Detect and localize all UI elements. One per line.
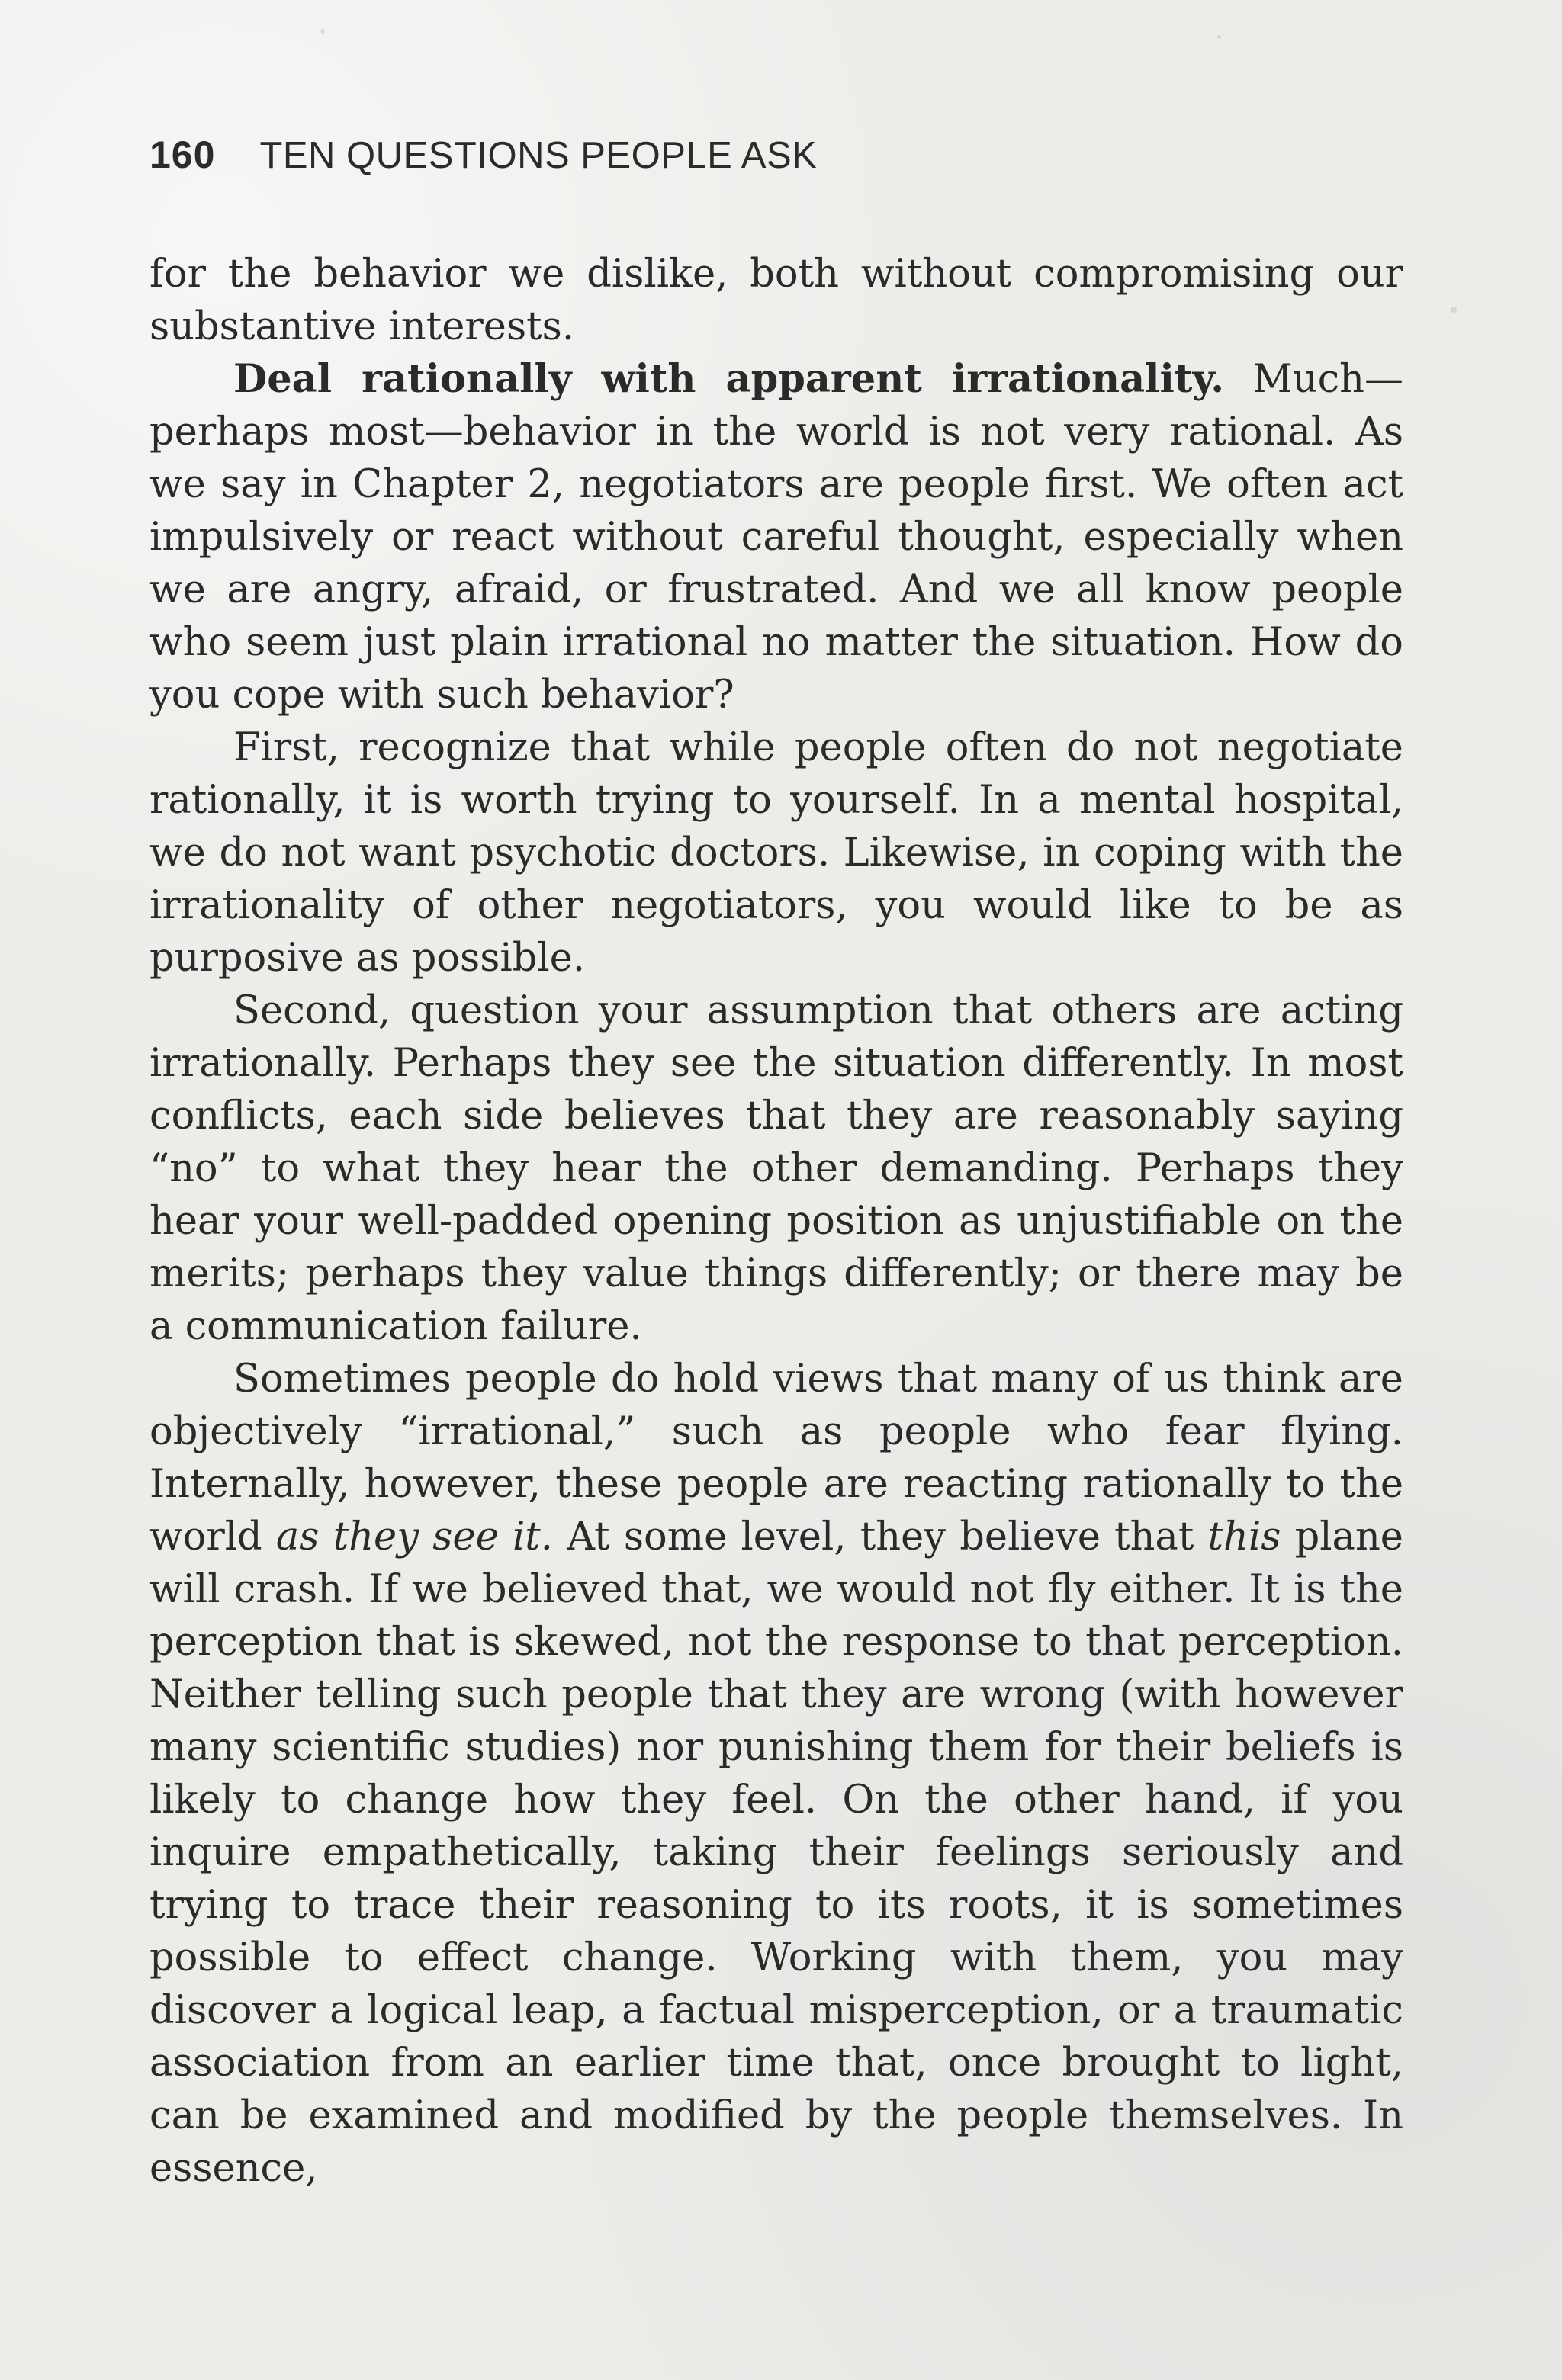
paper-speck [1217,35,1221,39]
page-header [149,133,817,177]
paper-speck [1451,307,1457,313]
italic-phrase: as they see it. [275,1514,554,1559]
paragraph-lead: Deal rationally with apparent irrationality. [233,356,1225,402]
body-text [149,248,1403,2195]
paragraph-text: Sometimes people do hold views that many of us think are objectively “irrational,” such as people who fear flying. Internally, however, these people are reacting rationally to the world [149,1357,1403,1559]
paper-speck [320,29,325,34]
paragraph-text: Second, question your assumption that others are acting irrationally. Perhaps they see the situation differently. In most conflicts, each side believes that they are reasonably saying “no” to what they hear the other demanding. Perhaps they hear your well-padded opening position as unjustifiable on the merits; perhaps they value things differently; or there may be a communication failure. [149,988,1403,1349]
paragraph-first-point [149,721,1403,984]
paragraph-rationality [149,353,1403,721]
paragraph-continuation [149,248,1403,353]
paragraph-irrational-views [149,1353,1403,2195]
paragraph-text: for the behavior we dislike, both without compromising our substantive interests. [149,252,1403,349]
paragraph-text: plane will crash. If we believed that, we would not fly either. It is the perception that is skewed, not the response to that perception. Neither telling such people that they are wrong (with however many scientific studies) nor punishing them for their beliefs is likely to change how they feel. On the other hand, if you inquire empathetically, taking their feelings seriously and trying to trace their reasoning to its roots, it is sometimes possible to effect change. Working with them, you may discover a logical leap, a factual misperception, or a traumatic association from an earlier time that, once brought to light, can be examined and modified by the people themselves. In essence, [149,1514,1403,2191]
page-number: 160 [149,133,216,176]
paragraph-second-point [149,984,1403,1353]
running-head: TEN QUESTIONS PEOPLE ASK [259,135,818,176]
paragraph-text: Much—perhaps most—behavior in the world is not very rational. As we say in Chapter 2, negotiators are people first. We often act impulsively or react without careful thought, especially when we are angry, afraid, or frustrated. And we all know people who seem just plain irrational no matter the situation. How do you cope with such behavior? [149,357,1403,718]
paragraph-text: First, recognize that while people often do not negotiate rationally, it is worth trying to yourself. In a mental hospital, we do not want psychotic doctors. Likewise, in coping with the irrationality of other negotiators, you would like to be as purposive as possible. [149,725,1403,981]
italic-word: this [1207,1514,1281,1559]
paragraph-text: At some level, they believe that [553,1514,1208,1559]
